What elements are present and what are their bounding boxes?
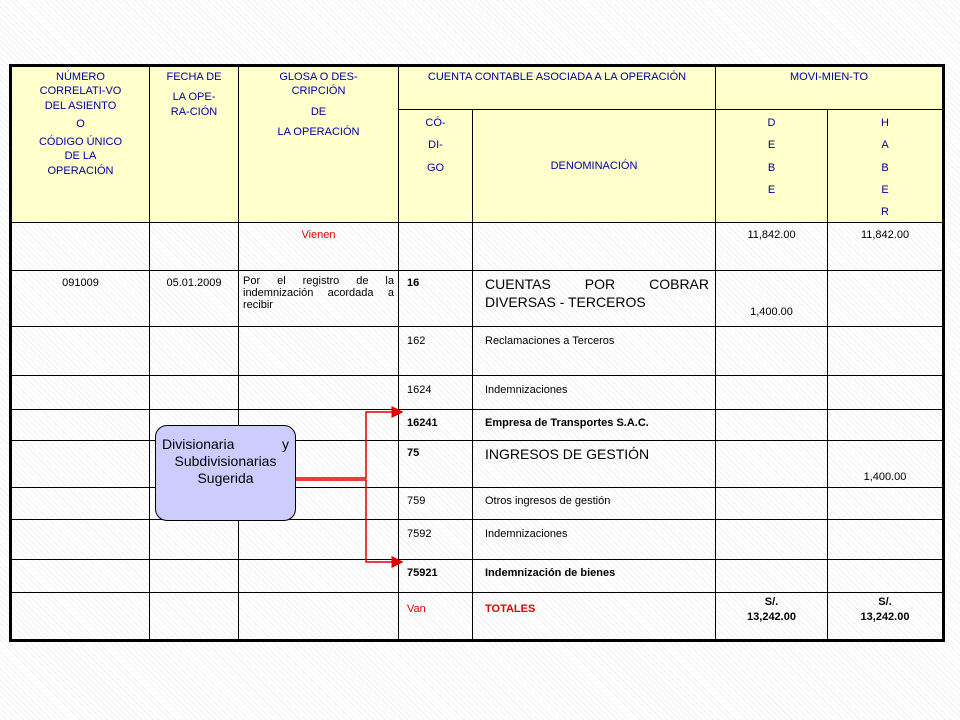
cuenta-codigo: 16 <box>399 271 473 327</box>
asiento-glosa: Por el registro de la indemnización acordada a recibir <box>239 271 399 327</box>
header-glosa: GLOSA O DES- CRIPCIÓN DE LA OPERACIÓN <box>239 66 399 223</box>
monto-haber: 1,400.00 <box>828 441 944 488</box>
asiento-numero: 091009 <box>11 271 150 327</box>
header-cuenta: CUENTA CONTABLE ASOCIADA A LA OPERACIÓN <box>399 66 716 110</box>
header-denominacion: DENOMINACIÓN <box>473 110 716 223</box>
header-codigo: CÓ- DI- GO <box>399 110 473 223</box>
header-numero: NÚMERO CORRELATI-VO DEL ASIENTO O CÓDIGO ÚNICO DE LA OPERACIÓN <box>11 66 150 223</box>
cuenta-denominacion: Indemnización de bienes <box>473 560 716 593</box>
van-label: Van <box>399 593 473 641</box>
cuenta-codigo: 1624 <box>399 376 473 410</box>
header-haber: H A B E R <box>828 110 944 223</box>
callout-line3: Sugerida <box>197 469 254 486</box>
header-fecha: FECHA DE LA OPE- RA-CIÓN <box>150 66 239 223</box>
cuenta-denominacion: INGRESOS DE GESTIÓN <box>473 441 716 488</box>
asiento-fecha: 05.01.2009 <box>150 271 239 327</box>
cuenta-codigo: 16241 <box>399 410 473 441</box>
cuenta-denominacion: Empresa de Transportes S.A.C. <box>473 410 716 441</box>
vienen-haber: 11,842.00 <box>828 223 944 271</box>
cuenta-codigo: 759 <box>399 488 473 520</box>
cuenta-denominacion: CUENTAS POR COBRAR DIVERSAS - TERCEROS <box>473 271 716 327</box>
callout-line2: Subdivisionarias <box>174 452 277 469</box>
callout-divisionaria <box>155 425 296 521</box>
cuenta-codigo: 75921 <box>399 560 473 593</box>
cuenta-denominacion: Otros ingresos de gestión <box>473 488 716 520</box>
cuenta-codigo: 75 <box>399 441 473 488</box>
total-debe: S/. 13,242.00 <box>716 593 828 641</box>
arrow-to-75921 <box>296 480 402 562</box>
cuenta-denominacion: Indemnizaciones <box>473 376 716 410</box>
arrow-to-16241 <box>296 412 402 478</box>
totales-label: TOTALES <box>473 593 716 641</box>
header-movimiento: MOVI-MIEN-TO <box>716 66 944 110</box>
vienen-label: Vienen <box>239 223 399 271</box>
cuenta-denominacion: Reclamaciones a Terceros <box>473 327 716 376</box>
cuenta-codigo: 162 <box>399 327 473 376</box>
callout-line1b: y <box>282 436 289 452</box>
vienen-debe: 11,842.00 <box>716 223 828 271</box>
cuenta-codigo: 7592 <box>399 520 473 560</box>
monto-debe: 1,400.00 <box>716 271 828 327</box>
header-debe: D E B E <box>716 110 828 223</box>
cuenta-denominacion: Indemnizaciones <box>473 520 716 560</box>
callout-line1a: Divisionaria <box>162 436 235 452</box>
total-haber: S/. 13,242.00 <box>828 593 944 641</box>
